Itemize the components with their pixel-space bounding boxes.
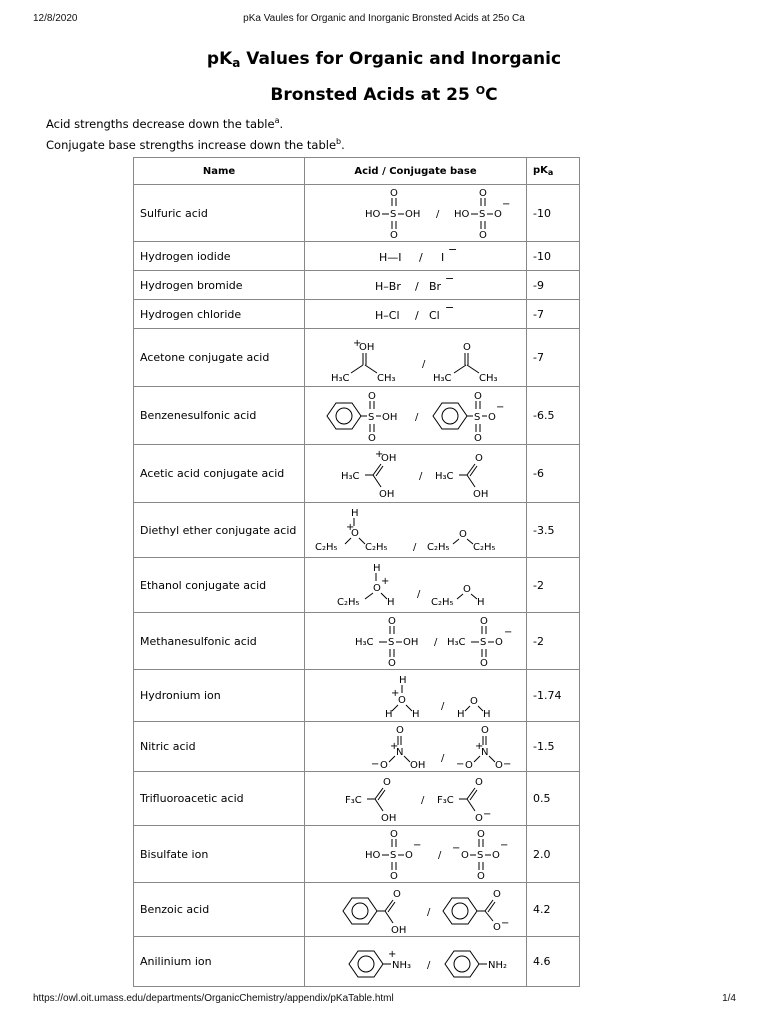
svg-text:O: O: [390, 230, 398, 240]
svg-text:NH₃: NH₃: [392, 959, 412, 971]
svg-text:−: −: [413, 840, 422, 851]
svg-text:−: −: [501, 917, 510, 929]
svg-text:OH: OH: [381, 452, 397, 464]
svg-text:−: −: [445, 301, 455, 314]
svg-text:O: O: [368, 390, 376, 402]
table-row: [134, 242, 580, 271]
svg-text:C₂H₅: C₂H₅: [427, 542, 450, 553]
anilinium-structure: [311, 938, 531, 986]
acid-name: Acetone conjugate acid: [134, 329, 305, 387]
acid-name: Hydrogen bromide: [134, 271, 305, 300]
pka-value: -10: [527, 242, 580, 271]
acetic-acid-structure: [311, 447, 531, 501]
structure-cell: [305, 558, 527, 613]
svg-text:/: /: [421, 794, 425, 806]
svg-text:/: /: [434, 637, 438, 648]
pka-value: -9: [527, 271, 580, 300]
svg-text:CH₃: CH₃: [479, 372, 498, 384]
svg-text:S: S: [368, 411, 375, 423]
acid-name: Benzenesulfonic acid: [134, 387, 305, 445]
svg-text:H₃C: H₃C: [447, 637, 466, 648]
svg-text:H: H: [483, 708, 491, 720]
svg-text:C₂H₅: C₂H₅: [315, 542, 338, 553]
svg-text:O: O: [475, 452, 483, 464]
pka-value: -6: [527, 445, 580, 503]
pka-value: -7: [527, 300, 580, 329]
acid-name: Ethanol conjugate acid: [134, 558, 305, 613]
svg-text:O: O: [477, 829, 485, 840]
svg-text:O: O: [373, 583, 381, 594]
svg-text:+: +: [390, 740, 399, 752]
svg-text:O: O: [463, 341, 471, 353]
svg-text:O: O: [477, 871, 485, 881]
svg-text:O: O: [493, 921, 501, 933]
svg-text:O: O: [493, 888, 501, 900]
svg-text:C₂H₅: C₂H₅: [473, 542, 496, 553]
pka-table: [133, 157, 580, 987]
table-row: [134, 826, 580, 883]
print-date: 12/8/2020: [33, 13, 78, 24]
svg-text:/: /: [427, 959, 431, 971]
svg-text:O: O: [380, 759, 388, 771]
svg-text:I: I: [441, 251, 445, 264]
svg-text:/: /: [441, 700, 445, 712]
svg-text:NH₂: NH₂: [488, 959, 508, 971]
svg-text:−: −: [496, 401, 505, 413]
svg-text:O: O: [475, 812, 483, 824]
svg-text:O: O: [492, 850, 500, 861]
svg-text:OH: OH: [391, 924, 407, 936]
structure-cell: [305, 387, 527, 445]
svg-text:C₂H₅: C₂H₅: [365, 542, 388, 553]
svg-text:S: S: [390, 850, 397, 861]
svg-text:/: /: [415, 280, 419, 293]
svg-text:S: S: [388, 637, 395, 648]
svg-text:/: /: [441, 752, 445, 764]
svg-text:O: O: [470, 695, 478, 707]
svg-text:S: S: [477, 850, 484, 861]
svg-text:/: /: [427, 906, 431, 918]
svg-text:H: H: [385, 708, 393, 720]
svg-text:−: −: [503, 758, 512, 770]
svg-text:/: /: [436, 209, 440, 220]
acid-name: Hydronium ion: [134, 670, 305, 722]
svg-text:O: O: [463, 584, 471, 595]
svg-text:OH: OH: [473, 488, 489, 500]
svg-text:−: −: [504, 627, 513, 638]
svg-text:OH: OH: [405, 209, 421, 220]
svg-text:O: O: [474, 432, 482, 443]
svg-text:O: O: [390, 829, 398, 840]
hydrogen-chloride-structure: [311, 301, 531, 327]
svg-text:H₃C: H₃C: [341, 470, 360, 482]
table-row: [134, 503, 580, 558]
diethyl-ether-structure: [311, 504, 531, 556]
print-page-title: pKa Vaules for Organic and Inorganic Bronsted Acids at 25o Ca: [243, 13, 525, 24]
hydronium-structure: [311, 671, 531, 721]
svg-text:H–Br: H–Br: [375, 280, 401, 293]
svg-text:O: O: [368, 432, 376, 443]
intro-text: [46, 112, 345, 154]
pka-value: -2: [527, 613, 580, 670]
pka-value: -6.5: [527, 387, 580, 445]
svg-text:/: /: [413, 542, 417, 553]
svg-text:C₂H₅: C₂H₅: [337, 597, 360, 608]
structure-cell: [305, 242, 527, 271]
acid-name: Diethyl ether conjugate acid: [134, 503, 305, 558]
svg-text:O: O: [351, 528, 359, 539]
structure-cell: [305, 271, 527, 300]
svg-text:S: S: [480, 637, 487, 648]
svg-text:/: /: [422, 358, 426, 370]
print-page-number: 1/4: [722, 993, 736, 1004]
svg-text:−: −: [502, 199, 511, 210]
benzenesulfonic-acid-structure: [311, 389, 531, 443]
svg-text:OH: OH: [379, 488, 395, 500]
svg-text:/: /: [419, 470, 423, 482]
structure-cell: [305, 329, 527, 387]
svg-text:/: /: [419, 251, 423, 264]
acid-name: Acetic acid conjugate acid: [134, 445, 305, 503]
acid-name: Hydrogen iodide: [134, 242, 305, 271]
table-row: [134, 772, 580, 826]
benzoic-acid-structure: [311, 884, 531, 936]
acid-name: Trifluoroacetic acid: [134, 772, 305, 826]
svg-text:−: −: [483, 808, 492, 820]
svg-text:O: O: [495, 759, 503, 771]
table-row: [134, 883, 580, 937]
svg-text:O: O: [461, 850, 469, 861]
svg-text:H₃C: H₃C: [433, 372, 452, 384]
pka-value: -7: [527, 329, 580, 387]
svg-text:O: O: [388, 658, 396, 668]
svg-text:O: O: [459, 529, 467, 540]
svg-text:O: O: [479, 230, 487, 240]
hydrogen-bromide-structure: [311, 272, 531, 298]
svg-text:O: O: [488, 411, 496, 423]
svg-text:−: −: [456, 758, 465, 770]
svg-text:H₃C: H₃C: [331, 372, 350, 384]
acid-name: Anilinium ion: [134, 937, 305, 987]
table-header-row: [134, 158, 580, 185]
svg-text:O: O: [388, 616, 396, 627]
structure-cell: [305, 826, 527, 883]
structure-cell: [305, 613, 527, 670]
svg-text:Cl: Cl: [429, 309, 440, 322]
svg-text:O: O: [475, 776, 483, 788]
table-row: [134, 445, 580, 503]
svg-text:Br: Br: [429, 280, 442, 293]
svg-text:O: O: [474, 390, 482, 402]
svg-text:+: +: [346, 522, 355, 533]
svg-text:H: H: [351, 508, 359, 519]
structure-cell: [305, 300, 527, 329]
pka-value: 0.5: [527, 772, 580, 826]
svg-text:H—I: H—I: [379, 251, 402, 264]
svg-text:−: −: [371, 758, 380, 770]
svg-text:O: O: [390, 188, 398, 199]
svg-text:+: +: [475, 740, 484, 752]
svg-text:S: S: [390, 209, 397, 220]
structure-cell: [305, 185, 527, 242]
pka-value: -1.74: [527, 670, 580, 722]
structure-cell: [305, 445, 527, 503]
structure-cell: [305, 503, 527, 558]
svg-text:H₃C: H₃C: [355, 637, 374, 648]
svg-text:N: N: [396, 746, 404, 758]
acid-name: Methanesulfonic acid: [134, 613, 305, 670]
nitric-acid-structure: [311, 723, 531, 771]
print-url: https://owl.oit.umass.edu/departments/OrganicChemistry/appendix/pKaTable.html: [33, 993, 394, 1004]
pka-value: 4.6: [527, 937, 580, 987]
acid-name: Nitric acid: [134, 722, 305, 772]
intro-line-2: Conjugate base strengths increase down the table$^b$.: [46, 137, 345, 152]
trifluoroacetic-acid-structure: [311, 773, 531, 825]
svg-text:+: +: [375, 448, 384, 460]
svg-text:N: N: [481, 746, 489, 758]
structure-cell: [305, 722, 527, 772]
svg-text:OH: OH: [381, 812, 397, 824]
svg-text:O: O: [480, 616, 488, 627]
svg-text:O: O: [390, 871, 398, 881]
svg-text:OH: OH: [410, 759, 426, 771]
svg-text:O: O: [398, 694, 406, 706]
svg-text:+: +: [388, 948, 397, 960]
bisulfate-structure: [311, 827, 531, 881]
table-row: [134, 722, 580, 772]
svg-text:O: O: [479, 188, 487, 199]
svg-text:O: O: [396, 724, 404, 736]
table-row: [134, 670, 580, 722]
svg-text:H–Cl: H–Cl: [375, 309, 400, 322]
hydrogen-iodide-structure: [311, 243, 531, 269]
svg-text:−: −: [500, 840, 509, 851]
svg-text:O: O: [383, 776, 391, 788]
svg-text:−: −: [452, 843, 461, 854]
svg-text:+: +: [353, 337, 362, 349]
acid-name: Bisulfate ion: [134, 826, 305, 883]
svg-text:/: /: [415, 411, 419, 423]
page-title: [0, 45, 768, 109]
svg-text:H: H: [399, 674, 407, 686]
svg-text:F₃C: F₃C: [437, 794, 454, 806]
table-row: [134, 329, 580, 387]
svg-text:/: /: [417, 589, 421, 600]
svg-text:HO: HO: [365, 850, 381, 861]
structure-cell: [305, 883, 527, 937]
svg-text:O: O: [481, 724, 489, 736]
table-row: [134, 937, 580, 987]
structure-cell: [305, 772, 527, 826]
pka-value: 2.0: [527, 826, 580, 883]
svg-text:S: S: [479, 209, 486, 220]
svg-text:O: O: [480, 658, 488, 668]
methanesulfonic-acid-structure: [311, 614, 531, 668]
svg-text:OH: OH: [382, 411, 398, 423]
svg-text:/: /: [415, 309, 419, 322]
svg-text:H: H: [477, 597, 485, 608]
svg-text:O: O: [495, 637, 503, 648]
title-line-1: $pK_a$ Values for Organic and Inorganic: [206, 49, 562, 70]
svg-text:−: −: [445, 272, 455, 285]
header-pka: $pK_a$: [527, 158, 580, 185]
svg-text:O: O: [405, 850, 413, 861]
svg-text:+: +: [391, 687, 400, 699]
svg-text:H: H: [457, 708, 465, 720]
acid-name: Hydrogen chloride: [134, 300, 305, 329]
ethanol-structure: [311, 559, 531, 611]
sulfuric-acid-structure: [311, 186, 531, 240]
header-acid-base: Acid / Conjugate base: [305, 158, 527, 185]
svg-text:H₃C: H₃C: [435, 470, 454, 482]
acid-name: Benzoic acid: [134, 883, 305, 937]
svg-text:HO: HO: [365, 209, 381, 220]
svg-text:OH: OH: [403, 637, 419, 648]
svg-text:O: O: [393, 888, 401, 900]
svg-text:OH: OH: [359, 341, 375, 353]
svg-text:C₂H₅: C₂H₅: [431, 597, 454, 608]
svg-text:H: H: [387, 597, 395, 608]
svg-text:H: H: [373, 563, 381, 574]
table-row: [134, 271, 580, 300]
pka-value: -10: [527, 185, 580, 242]
svg-text:O: O: [465, 759, 473, 771]
svg-text:F₃C: F₃C: [345, 794, 362, 806]
table-row: [134, 300, 580, 329]
acid-name: Sulfuric acid: [134, 185, 305, 242]
svg-text:/: /: [438, 850, 442, 861]
svg-text:S: S: [474, 411, 481, 423]
table-row: [134, 387, 580, 445]
acetone-structure: [311, 331, 531, 385]
svg-text:CH₃: CH₃: [377, 372, 396, 384]
svg-text:−: −: [448, 243, 458, 256]
pka-value: -2: [527, 558, 580, 613]
title-line-2: Bronsted Acids at 25 $^O$C: [270, 84, 498, 105]
intro-line-1: Acid strengths decrease down the table$^a$.: [46, 116, 284, 131]
pka-value: 4.2: [527, 883, 580, 937]
svg-text:H: H: [412, 708, 420, 720]
pka-value: -3.5: [527, 503, 580, 558]
svg-text:+: +: [381, 576, 390, 587]
table-row: [134, 613, 580, 670]
pka-value: -1.5: [527, 722, 580, 772]
table-row: [134, 558, 580, 613]
header-name: Name: [134, 158, 305, 185]
svg-text:HO: HO: [454, 209, 470, 220]
structure-cell: [305, 937, 527, 987]
svg-text:O: O: [494, 209, 502, 220]
structure-cell: [305, 670, 527, 722]
table-row: [134, 185, 580, 242]
